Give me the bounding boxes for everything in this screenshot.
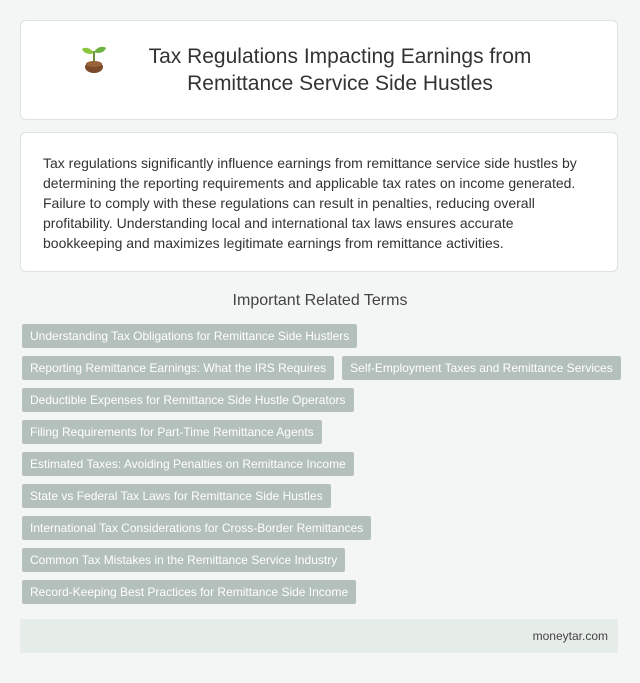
- related-term-tag[interactable]: Common Tax Mistakes in the Remittance Service Industry: [22, 548, 345, 572]
- title-card: [20, 20, 618, 120]
- tag-row: [22, 388, 622, 412]
- summary-card: [20, 132, 618, 272]
- related-terms-list: [22, 324, 622, 612]
- tag-row: [22, 580, 622, 604]
- related-term-tag[interactable]: Record-Keeping Best Practices for Remittance Side Income: [22, 580, 356, 604]
- page-title: Tax Regulations Impacting Earnings from Remittance Service Side Hustles: [148, 45, 532, 95]
- title-row: [79, 43, 559, 97]
- footer-site-link[interactable]: moneytar.com: [532, 629, 608, 643]
- tag-row: [22, 356, 622, 380]
- tag-row: [22, 420, 622, 444]
- related-term-tag[interactable]: Estimated Taxes: Avoiding Penalties on Remittance Income: [22, 452, 354, 476]
- related-terms-heading: Important Related Terms: [232, 292, 408, 309]
- summary-text: Tax regulations significantly influence earnings from remittance service side hustles by determining the reporting requirements and applicable tax rates on income generated. Failure to comply with these regulations can result in penalties, reducing overall profitability. Understanding local and international tax laws ensures accurate bookkeeping and maximizes legitimate earnings from remittance activities.: [43, 155, 577, 251]
- related-term-tag[interactable]: Reporting Remittance Earnings: What the IRS Requires: [22, 356, 334, 380]
- related-term-tag[interactable]: Deductible Expenses for Remittance Side Hustle Operators: [22, 388, 354, 412]
- tag-row: [22, 324, 622, 348]
- sprout-icon: [79, 43, 109, 75]
- related-term-tag[interactable]: Self-Employment Taxes and Remittance Services: [342, 356, 621, 380]
- footer: [20, 619, 618, 653]
- tag-row: [22, 516, 622, 540]
- tag-row: [22, 484, 622, 508]
- related-term-tag[interactable]: Filing Requirements for Part-Time Remittance Agents: [22, 420, 322, 444]
- related-term-tag[interactable]: State vs Federal Tax Laws for Remittance Side Hustles: [22, 484, 331, 508]
- tag-row: [22, 452, 622, 476]
- related-term-tag[interactable]: Understanding Tax Obligations for Remittance Side Hustlers: [22, 324, 357, 348]
- related-term-tag[interactable]: International Tax Considerations for Cross-Border Remittances: [22, 516, 371, 540]
- tag-row: [22, 548, 622, 572]
